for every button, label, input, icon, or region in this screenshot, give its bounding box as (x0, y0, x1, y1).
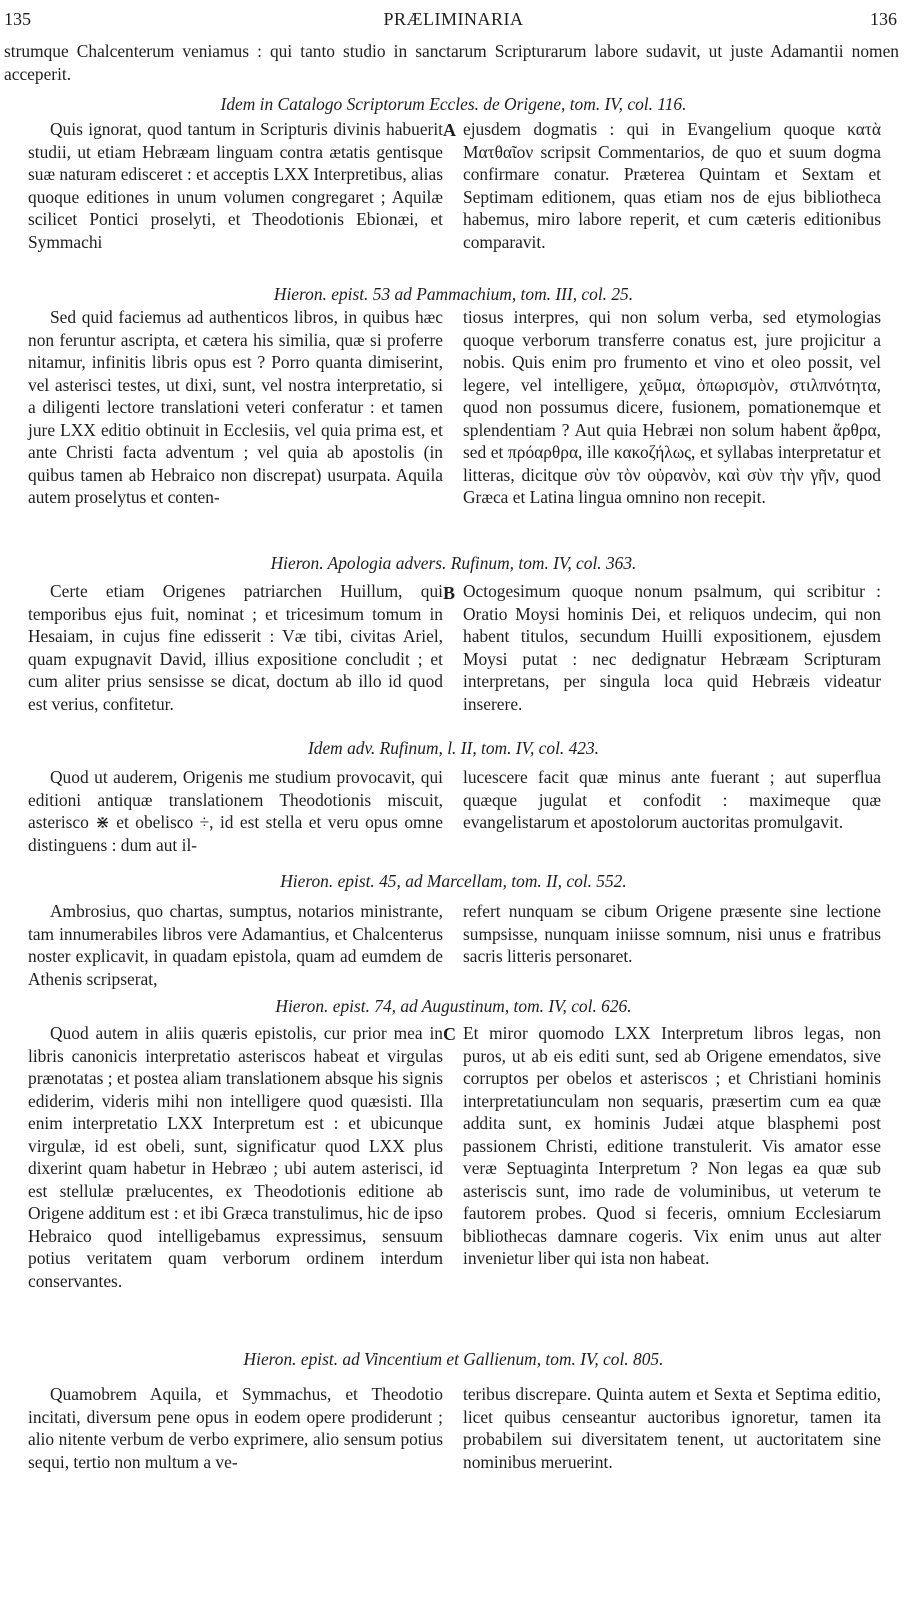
section-heading: Hieron. Apologia advers. Rufinum, tom. IV, col. 363. (270, 553, 637, 573)
paragraph: Et miror quomodo LXX Interpretum libros legas, non puros, ut ab eis editi sunt, sed ab Origene emendatos, sive corruptos per obelos et asteriscos ; et Christiani hominis interpretatiunculam non sequaris, præsertim cum ea quæ addita sunt, ex hominis Judæi atque blasphemi post passionem Christi, editione transtulerit. Vis amator esse veræ Septuaginta Interpretum ? Non legas ea quæ sub asteriscis sunt, imo rade de voluminibus, ut veterum te fautorem probes. Quod si feceris, omnium Ecclesiarum bibliothecas damnare cogeris. Vix enim unus aut alter invenietur liber qui ista non habeat. (463, 1023, 881, 1268)
section-heading: Hieron. epist. ad Vincentium et Gallienum, tom. IV, col. 805. (243, 1349, 664, 1369)
paragraph: Certe etiam Origenes patriarchen Huillum, qui temporibus ejus fuit, nominat ; et tricesimum tomum in Hesaiam, in cujus fine edisserit : Væ tibi, civitas Ariel, quam expugnavit David, illius expositione concludit ; et cum aliter prius sensisse se dicat, doctum ab illo id quod est verius, confitetur. (28, 581, 443, 714)
section-heading: Hieron. epist. 45, ad Marcellam, tom. II, col. 552. (280, 871, 627, 891)
left-column-text (28, 306, 443, 509)
paragraph: tiosus interpres, qui non solum verba, sed etymologias quoque verborum transferre conatus est, jure projicitur a nobis. Quis enim pro frumento et vino et oleo possit, vel legere, vel intelligere, χεῦμα, ὀπωρισμὸν, στιλπνότητα, quod non possumus dicere, fusionem, pomationemque et splendentiam ? Aut quia Hebræi non solum habent ἄρθρα, sed et πρόαρθρα, ille κακοζήλως, et syllabas interpretatur et litteras, dicitque σὺν τὸν οὐρανὸν, καὶ σὺν τὴν γῆν, quod Græca et Latina lingua omnino non recepit. (463, 307, 881, 507)
left-column-text (28, 118, 443, 253)
right-column-text (463, 1383, 881, 1473)
left-column-text (28, 766, 443, 856)
right-column-text (463, 118, 881, 253)
paragraph: Quis ignorat, quod tantum in Scripturis divinis habuerit studii, ut etiam Hebræam linguam contra ætatis gentisque suæ naturam edisceret : et acceptis LXX Interpretibus, alias quoque editiones in unum volumen congregaret ; Aquilæ scilicet Pontici proselyti, et Theodotionis Ebionæi, et Symmachi (28, 119, 443, 252)
paragraph: lucescere facit quæ minus ante fuerant ; aut superflua quæque jugulat et confodit : maximeque quæ evangelistarum et apostolorum auctoritas promulgavit. (463, 767, 881, 832)
margin-marker: C (443, 1024, 456, 1044)
left-column-text (28, 900, 443, 990)
page-number-right: 136 (870, 9, 897, 29)
paragraph: Sed quid faciemus ad authenticos libros, in quibus hæc non feruntur ascripta, et cætera his similia, quæ si proferre nitamur, infinitis libris opus est ? Porro quanta dimiserint, vel asterisci testes, ut dixi, sunt, vel nostra interpretatio, si a diligenti lectore translationi veteri conferatur : et tamen jure LXX editio obtinuit in Ecclesiis, vel quia prima est, et ante Christi facta adventum ; vel quia ab apostolis (in quibus tamen ab Hebraico non discrepat) usurpata. Aquila autem proselytus et conten- (28, 307, 443, 507)
right-column-text (463, 306, 881, 509)
intro-paragraph: strumque Chalcenterum veniamus : qui tanto studio in sanctarum Scripturarum labore sudavit, ut juste Adamantii nomen acceperit. (4, 41, 899, 84)
page-number-left: 135 (4, 9, 31, 29)
section-heading: Idem in Catalogo Scriptorum Eccles. de Origene, tom. IV, col. 116. (220, 94, 687, 114)
section-heading: Hieron. epist. 74, ad Augustinum, tom. IV, col. 626. (275, 996, 632, 1016)
left-column-text (28, 580, 443, 715)
section-heading: Idem adv. Rufinum, l. II, tom. IV, col. 423. (307, 738, 600, 758)
running-title: PRÆLIMINARIA (383, 9, 524, 29)
paragraph: ejusdem dogmatis : qui in Evangelium quoque κατὰ Ματθαῖον scripsit Commentarios, de quo et suum dogma confirmare conatur. Præterea Quintam et Sextam et Septimam editionem, quas etiam nos de ejus bibliotheca habemus, miro labore reperit, et cum cæteris editionibus comparavit. (463, 119, 881, 252)
paragraph: refert nunquam se cibum Origene præsente sine lectione sumpsisse, nunquam iniisse somnum, nisi unus e fratribus sacris litteris personaret. (463, 901, 881, 966)
margin-marker: B (443, 583, 456, 603)
right-column-text (463, 1022, 881, 1270)
paragraph: Octogesimum quoque nonum psalmum, qui scribitur : Oratio Moysi hominis Dei, et reliquos undecim, qui non habent titulos, secundum Huilli expositionem, ejusdem Moysi putat : nec dedignatur Hebræam Scripturam interpretans, per singula loca quid Hebræis videatur inserere. (463, 581, 881, 714)
section-heading: Hieron. epist. 53 ad Pammachium, tom. III, col. 25. (273, 284, 634, 304)
left-column-text (28, 1022, 443, 1292)
left-column-text (28, 1383, 443, 1473)
right-column-text (463, 900, 881, 968)
paragraph: Quod ut auderem, Origenis me studium provocavit, qui editioni antiquæ translationem Theodotionis miscuit, asterisco ⋇ et obelisco ÷, id est stella et veru opus omne distinguens : dum aut il- (28, 767, 443, 855)
paragraph: Quod autem in aliis quæris epistolis, cur prior mea in libris canonicis interpretatio asteriscos habeat et virgulas prænotatas ; et postea aliam translationem absque his signis ediderim, videris mihi non intelligere quod quæsisti. Illa enim interpretatio LXX Interpretum est : et ubicunque virgulæ, id est obeli, sunt, significatur quod LXX plus dixerint quam habetur in Hebræo ; ubi autem asterisci, id est stellulæ prælucentes, ex Theodotionis editione ab Origene additum est : et ibi Græca transtulimus, hic de ipso Hebraico quod intelligebamus expressimus, sensuum potius veritatem quam verborum ordinem interdum conservantes. (28, 1023, 443, 1291)
right-column-text (463, 580, 881, 715)
running-header (0, 4, 907, 34)
paragraph: Quamobrem Aquila, et Symmachus, et Theodotio incitati, diversum pene opus in eodem opere prodiderunt ; alio nitente verbum de verbo exprimere, alio sensum potius sequi, tertio non multum a ve- (28, 1384, 443, 1472)
margin-marker: A (443, 120, 456, 140)
right-column-text (463, 766, 881, 834)
paragraph: Ambrosius, quo chartas, sumptus, notarios ministrante, tam innumerabiles libros vere Adamantius, et Chalcenterus noster explicavit, in quadam epistola, quam ad eumdem de Athenis scripserat, (28, 901, 443, 989)
paragraph: teribus discrepare. Quinta autem et Sexta et Septima editio, licet quibus censeantur auctoribus ignoretur, tamen ita probabilem sui diversitatem tenent, ut auctoritatem sine nominibus meruerint. (463, 1384, 881, 1472)
